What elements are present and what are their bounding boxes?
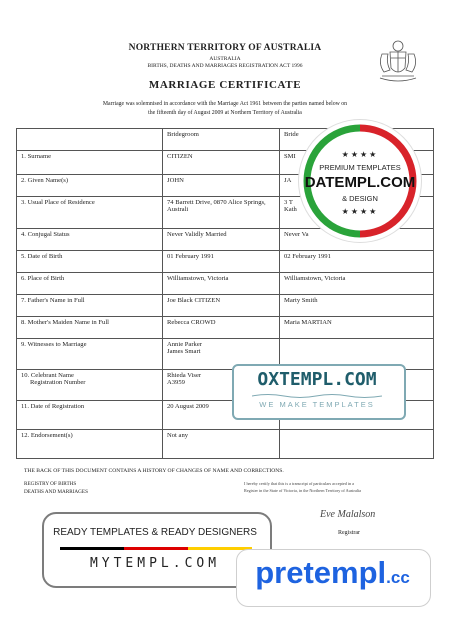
registration-number: A3959 bbox=[167, 379, 185, 386]
row-label: 9. Witnesses to Marriage bbox=[17, 339, 163, 370]
groom-value: Never Validly Married bbox=[163, 229, 280, 251]
stars-top: ★★★★ bbox=[341, 150, 379, 159]
table-row bbox=[17, 317, 434, 339]
bride-value bbox=[280, 430, 434, 459]
row-label: 5. Date of Birth bbox=[17, 251, 163, 273]
country-subtitle: AUSTRALIA bbox=[209, 56, 241, 62]
coat-of-arms-crest-icon bbox=[372, 38, 424, 86]
groom-value: 20 August 2009 bbox=[163, 401, 280, 430]
groom-value: Not any bbox=[163, 430, 280, 459]
design-text: & DESIGN bbox=[342, 194, 378, 203]
intro-line-2: the fifteenth day of August 2009 at Northern Territory of Australia bbox=[148, 110, 302, 116]
groom-value: 74 Barrett Drive, 0870 Alice Springs, Australi bbox=[163, 197, 280, 229]
flag-stripe-black bbox=[60, 547, 124, 550]
act-subtitle: BIRTHS, DEATHS AND MARRIAGES REGISTRATION ACT 1996 bbox=[147, 63, 303, 69]
wave-line-icon bbox=[252, 393, 382, 399]
territory-title: NORTHERN TERRITORY OF AUSTRALIA bbox=[128, 43, 322, 53]
oxtempl-tagline: WE MAKE TEMPLATES bbox=[259, 400, 375, 409]
row-label: 8. Mother's Maiden Name in Full bbox=[17, 317, 163, 339]
groom-value: Joe Black CITIZEN bbox=[163, 295, 280, 317]
bride-value: 02 February 1991 bbox=[280, 251, 434, 273]
pretempl-brand bbox=[236, 555, 429, 591]
registry-line-2: DEATHS AND MARRIAGES bbox=[24, 489, 88, 495]
bride-value: SMI bbox=[280, 151, 434, 175]
table-row bbox=[17, 430, 434, 459]
certification-line-1: I hereby certify that this is a transcript of particulars accepted in a bbox=[244, 481, 354, 486]
witness-1: Annie Parker bbox=[167, 341, 202, 348]
row-label bbox=[17, 370, 163, 401]
certificate-title: MARRIAGE CERTIFICATE bbox=[148, 79, 302, 91]
table-row bbox=[17, 295, 434, 317]
header-empty-cell bbox=[17, 129, 163, 151]
row-label: 1. Surname bbox=[17, 151, 163, 175]
bridegroom-header: Bridegroom bbox=[163, 129, 280, 151]
bride-value: Maria MARTIAN bbox=[280, 317, 434, 339]
bride-value: Marty Smith bbox=[280, 295, 434, 317]
bride-header: Bride bbox=[280, 129, 434, 151]
mytempl-brand-text: MYTEMPL.COM bbox=[89, 556, 221, 571]
pretempl-brand-text: pretempl bbox=[255, 555, 387, 590]
back-of-document-note: THE BACK OF THIS DOCUMENT CONTAINS A HISTORY OF CHANGES OF NAME AND CORRECTIONS. bbox=[24, 468, 284, 474]
witness-2: James Smart bbox=[167, 348, 201, 355]
groom-value: JOHN bbox=[163, 175, 280, 197]
table-row bbox=[17, 273, 434, 295]
bride-value-line-2: Kath bbox=[284, 206, 297, 213]
ready-templates-text: READY TEMPLATES & READY DESIGNERS bbox=[53, 527, 257, 538]
row-label: 11. Date of Registration bbox=[17, 401, 163, 430]
registrar-signature: Eve Malalson bbox=[320, 509, 376, 520]
celebrant-label: 10. Celebrant Name bbox=[21, 372, 74, 379]
bride-value: JA bbox=[280, 175, 434, 197]
oxtempl-brand-text: OXTEMPL.COM bbox=[257, 369, 377, 390]
registrar-label: Registrar bbox=[338, 530, 360, 536]
groom-value: 01 February 1991 bbox=[163, 251, 280, 273]
table-row bbox=[17, 251, 434, 273]
registry-line-1: REGISTRY OF BIRTHS bbox=[24, 481, 77, 487]
row-label: 3. Usual Place of Residence bbox=[17, 197, 163, 229]
pretempl-cc-text: .cc bbox=[386, 568, 410, 587]
row-label: 12. Endorsement(s) bbox=[17, 430, 163, 459]
groom-value: Rebecca CROWD bbox=[163, 317, 280, 339]
row-label: 7. Father's Name in Full bbox=[17, 295, 163, 317]
groom-value: Williamstown, Victoria bbox=[163, 273, 280, 295]
row-label: 4. Conjugal Status bbox=[17, 229, 163, 251]
flag-stripe-red bbox=[124, 547, 188, 550]
premium-templates-text: PREMIUM TEMPLATES bbox=[319, 163, 401, 172]
groom-value: CITIZEN bbox=[163, 151, 280, 175]
bride-value: Never Va bbox=[280, 229, 434, 251]
bride-value: Williamstown, Victoria bbox=[280, 273, 434, 295]
bride-value-line-1: 3 T bbox=[284, 199, 293, 206]
row-label: 6. Place of Birth bbox=[17, 273, 163, 295]
row-label: 2. Given Name(s) bbox=[17, 175, 163, 197]
certification-line-2: Register in the State of Victoria, in the Northern Territory of Australia bbox=[244, 488, 361, 493]
stars-bottom: ★★★★ bbox=[341, 207, 379, 216]
registration-number-label: Registration Number bbox=[30, 379, 86, 386]
datempl-brand-text: DATEMPL.COM bbox=[304, 174, 416, 191]
celebrant-name: Rhieda Viser bbox=[167, 372, 202, 379]
intro-line-1: Marriage was solemnised in accordance with the Marriage Act 1961 between the parties named below on bbox=[102, 101, 348, 107]
